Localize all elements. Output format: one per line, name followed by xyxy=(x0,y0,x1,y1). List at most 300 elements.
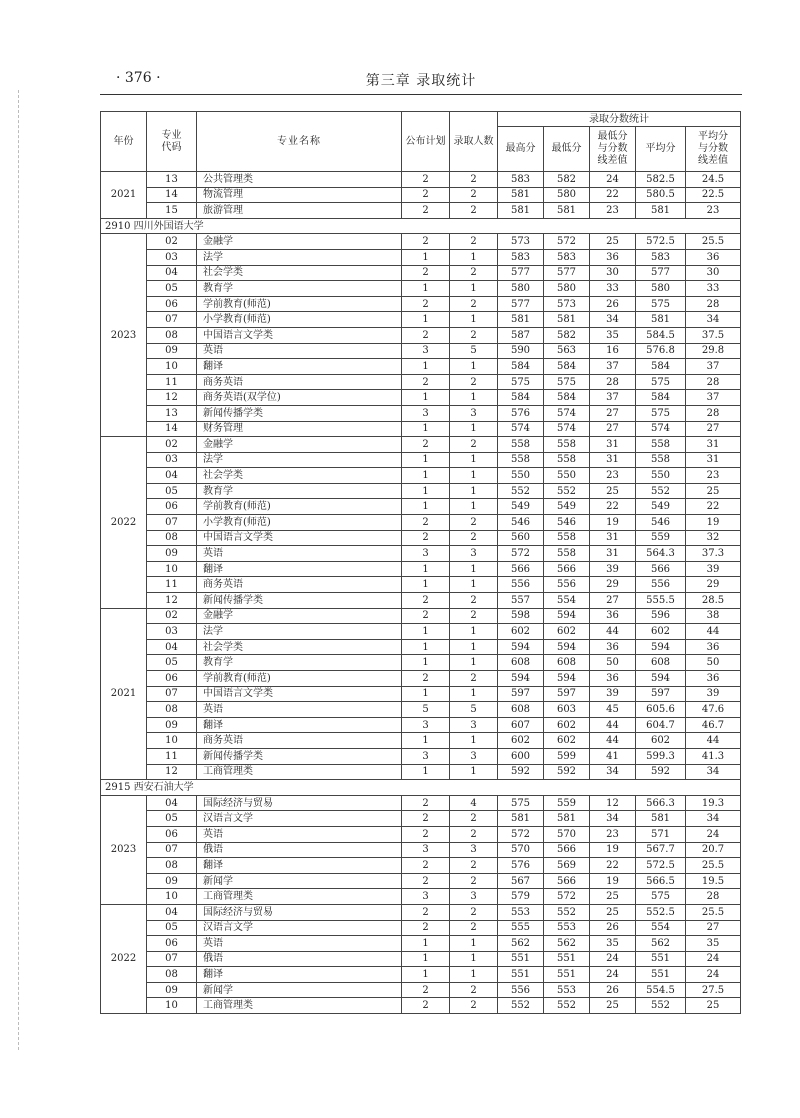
plan-cell: 1 xyxy=(402,577,450,593)
avg-cell: 575 xyxy=(636,889,686,905)
avg-diff-cell: 22 xyxy=(686,499,741,515)
admitted-cell: 1 xyxy=(450,764,498,780)
max-cell: 587 xyxy=(498,327,544,343)
admitted-cell: 1 xyxy=(450,249,498,265)
table-row xyxy=(101,811,741,827)
code-cell: 05 xyxy=(147,920,197,936)
max-cell: 562 xyxy=(498,936,544,952)
min-cell: 582 xyxy=(544,172,590,188)
plan-cell: 1 xyxy=(402,936,450,952)
plan-cell: 2 xyxy=(402,437,450,453)
col-avg: 平均分 xyxy=(636,127,686,172)
table-row xyxy=(101,452,741,468)
university-row xyxy=(101,218,741,234)
avg-diff-cell: 27 xyxy=(686,920,741,936)
admission-statistics-table xyxy=(100,111,741,1014)
max-cell: 553 xyxy=(498,904,544,920)
avg-diff-cell: 34 xyxy=(686,312,741,328)
min-diff-cell: 34 xyxy=(590,811,636,827)
table-row xyxy=(101,390,741,406)
code-cell: 04 xyxy=(147,468,197,484)
code-cell: 09 xyxy=(147,982,197,998)
code-cell: 02 xyxy=(147,234,197,250)
university-row xyxy=(101,780,741,796)
avg-diff-cell: 37 xyxy=(686,359,741,375)
name-cell: 英语 xyxy=(197,702,402,718)
avg-cell: 602 xyxy=(636,733,686,749)
table-row xyxy=(101,281,741,297)
plan-cell: 2 xyxy=(402,904,450,920)
avg-cell: 572.5 xyxy=(636,858,686,874)
avg-cell: 576.8 xyxy=(636,343,686,359)
avg-cell: 559 xyxy=(636,530,686,546)
avg-cell: 567.7 xyxy=(636,842,686,858)
year-cell: 2021 xyxy=(101,172,147,219)
avg-diff-cell: 39 xyxy=(686,561,741,577)
name-cell: 新闻传播学类 xyxy=(197,593,402,609)
min-cell: 581 xyxy=(544,203,590,219)
plan-cell: 3 xyxy=(402,717,450,733)
avg-cell: 546 xyxy=(636,515,686,531)
code-cell: 14 xyxy=(147,187,197,203)
name-cell: 物流管理 xyxy=(197,187,402,203)
min-diff-cell: 22 xyxy=(590,499,636,515)
min-diff-cell: 44 xyxy=(590,733,636,749)
code-cell: 10 xyxy=(147,359,197,375)
min-cell: 569 xyxy=(544,858,590,874)
min-diff-cell: 26 xyxy=(590,920,636,936)
table-row xyxy=(101,795,741,811)
admitted-cell: 1 xyxy=(450,686,498,702)
name-cell: 社会学类 xyxy=(197,639,402,655)
max-cell: 575 xyxy=(498,374,544,390)
min-diff-cell: 37 xyxy=(590,390,636,406)
admitted-cell: 2 xyxy=(450,530,498,546)
table-row xyxy=(101,998,741,1014)
code-cell: 02 xyxy=(147,608,197,624)
max-cell: 550 xyxy=(498,468,544,484)
admitted-cell: 1 xyxy=(450,561,498,577)
admitted-cell: 2 xyxy=(450,608,498,624)
plan-cell: 3 xyxy=(402,343,450,359)
admitted-cell: 2 xyxy=(450,187,498,203)
min-cell: 572 xyxy=(544,889,590,905)
code-cell: 04 xyxy=(147,639,197,655)
admitted-cell: 2 xyxy=(450,437,498,453)
avg-cell: 596 xyxy=(636,608,686,624)
name-cell: 教育学 xyxy=(197,281,402,297)
name-cell: 翻译 xyxy=(197,561,402,577)
admitted-cell: 2 xyxy=(450,234,498,250)
name-cell: 新闻学 xyxy=(197,982,402,998)
table-row xyxy=(101,655,741,671)
plan-cell: 3 xyxy=(402,842,450,858)
max-cell: 598 xyxy=(498,608,544,624)
max-cell: 580 xyxy=(498,281,544,297)
max-cell: 558 xyxy=(498,452,544,468)
col-min-diff: 最低分 与分数 线差值 xyxy=(590,127,636,172)
plan-cell: 2 xyxy=(402,826,450,842)
min-cell: 550 xyxy=(544,468,590,484)
admitted-cell: 3 xyxy=(450,842,498,858)
max-cell: 552 xyxy=(498,483,544,499)
min-cell: 583 xyxy=(544,249,590,265)
avg-diff-cell: 32 xyxy=(686,530,741,546)
max-cell: 581 xyxy=(498,187,544,203)
plan-cell: 2 xyxy=(402,795,450,811)
plan-cell: 1 xyxy=(402,249,450,265)
avg-cell: 605.6 xyxy=(636,702,686,718)
plan-cell: 3 xyxy=(402,546,450,562)
table-row xyxy=(101,546,741,562)
avg-diff-cell: 24.5 xyxy=(686,172,741,188)
admitted-cell: 1 xyxy=(450,733,498,749)
code-cell: 14 xyxy=(147,421,197,437)
avg-diff-cell: 36 xyxy=(686,671,741,687)
table-row xyxy=(101,702,741,718)
min-diff-cell: 31 xyxy=(590,546,636,562)
admitted-cell: 2 xyxy=(450,265,498,281)
avg-cell: 558 xyxy=(636,437,686,453)
min-cell: 551 xyxy=(544,967,590,983)
min-diff-cell: 23 xyxy=(590,203,636,219)
plan-cell: 3 xyxy=(402,889,450,905)
max-cell: 581 xyxy=(498,811,544,827)
min-diff-cell: 22 xyxy=(590,858,636,874)
avg-cell: 564.3 xyxy=(636,546,686,562)
avg-diff-cell: 28 xyxy=(686,405,741,421)
avg-diff-cell: 37.5 xyxy=(686,327,741,343)
name-cell: 商务英语 xyxy=(197,733,402,749)
avg-cell: 599.3 xyxy=(636,748,686,764)
table-row xyxy=(101,515,741,531)
name-cell: 商务英语(双学位) xyxy=(197,390,402,406)
table-row xyxy=(101,203,741,219)
min-cell: 584 xyxy=(544,359,590,375)
code-cell: 04 xyxy=(147,904,197,920)
min-cell: 594 xyxy=(544,671,590,687)
year-cell: 2022 xyxy=(101,437,147,609)
name-cell: 商务英语 xyxy=(197,577,402,593)
code-cell: 11 xyxy=(147,374,197,390)
chapter-title: 第三章 录取统计 xyxy=(365,73,477,89)
name-cell: 英语 xyxy=(197,826,402,842)
avg-cell: 566.5 xyxy=(636,873,686,889)
name-cell: 商务英语 xyxy=(197,374,402,390)
table-row xyxy=(101,327,741,343)
min-cell: 581 xyxy=(544,312,590,328)
avg-cell: 575 xyxy=(636,296,686,312)
max-cell: 572 xyxy=(498,826,544,842)
col-code: 专业 代码 xyxy=(147,112,197,172)
avg-cell: 608 xyxy=(636,655,686,671)
avg-cell: 577 xyxy=(636,265,686,281)
name-cell: 法学 xyxy=(197,249,402,265)
avg-diff-cell: 25 xyxy=(686,483,741,499)
min-diff-cell: 39 xyxy=(590,561,636,577)
code-cell: 07 xyxy=(147,951,197,967)
plan-cell: 2 xyxy=(402,203,450,219)
avg-diff-cell: 23 xyxy=(686,468,741,484)
university-label: 2915 西安石油大学 xyxy=(101,780,741,796)
admitted-cell: 2 xyxy=(450,904,498,920)
table-row xyxy=(101,483,741,499)
avg-diff-cell: 23 xyxy=(686,203,741,219)
min-diff-cell: 22 xyxy=(590,187,636,203)
code-cell: 07 xyxy=(147,515,197,531)
avg-cell: 584 xyxy=(636,359,686,375)
avg-cell: 594 xyxy=(636,639,686,655)
name-cell: 翻译 xyxy=(197,858,402,874)
admitted-cell: 5 xyxy=(450,702,498,718)
avg-cell: 552 xyxy=(636,483,686,499)
plan-cell: 2 xyxy=(402,858,450,874)
name-cell: 英语 xyxy=(197,936,402,952)
admitted-cell: 1 xyxy=(450,452,498,468)
plan-cell: 1 xyxy=(402,468,450,484)
avg-cell: 580.5 xyxy=(636,187,686,203)
admitted-cell: 1 xyxy=(450,639,498,655)
code-cell: 13 xyxy=(147,172,197,188)
min-cell: 575 xyxy=(544,374,590,390)
avg-cell: 604.7 xyxy=(636,717,686,733)
avg-diff-cell: 25.5 xyxy=(686,904,741,920)
avg-diff-cell: 27.5 xyxy=(686,982,741,998)
plan-cell: 2 xyxy=(402,998,450,1014)
avg-cell: 550 xyxy=(636,468,686,484)
avg-cell: 572.5 xyxy=(636,234,686,250)
max-cell: 555 xyxy=(498,920,544,936)
plan-cell: 2 xyxy=(402,608,450,624)
min-cell: 552 xyxy=(544,483,590,499)
admitted-cell: 3 xyxy=(450,748,498,764)
avg-diff-cell: 19.5 xyxy=(686,873,741,889)
max-cell: 546 xyxy=(498,515,544,531)
max-cell: 583 xyxy=(498,172,544,188)
table-row xyxy=(101,858,741,874)
table-row xyxy=(101,265,741,281)
name-cell: 学前教育(师范) xyxy=(197,671,402,687)
min-diff-cell: 33 xyxy=(590,281,636,297)
table-row xyxy=(101,608,741,624)
code-cell: 11 xyxy=(147,748,197,764)
table-row xyxy=(101,577,741,593)
table-row xyxy=(101,733,741,749)
table-row xyxy=(101,842,741,858)
max-cell: 594 xyxy=(498,671,544,687)
avg-diff-cell: 25.5 xyxy=(686,234,741,250)
min-diff-cell: 25 xyxy=(590,904,636,920)
max-cell: 600 xyxy=(498,748,544,764)
min-cell: 552 xyxy=(544,904,590,920)
admitted-cell: 2 xyxy=(450,998,498,1014)
page-header xyxy=(100,66,742,92)
min-cell: 602 xyxy=(544,733,590,749)
min-cell: 554 xyxy=(544,593,590,609)
min-diff-cell: 23 xyxy=(590,468,636,484)
admitted-cell: 2 xyxy=(450,296,498,312)
code-cell: 03 xyxy=(147,452,197,468)
avg-cell: 571 xyxy=(636,826,686,842)
min-cell: 602 xyxy=(544,717,590,733)
avg-diff-cell: 44 xyxy=(686,733,741,749)
avg-diff-cell: 44 xyxy=(686,624,741,640)
name-cell: 公共管理类 xyxy=(197,172,402,188)
max-cell: 572 xyxy=(498,546,544,562)
admitted-cell: 2 xyxy=(450,873,498,889)
col-score-group: 录取分数统计 xyxy=(498,112,741,127)
min-cell: 574 xyxy=(544,405,590,421)
admitted-cell: 2 xyxy=(450,515,498,531)
code-cell: 08 xyxy=(147,967,197,983)
code-cell: 02 xyxy=(147,437,197,453)
min-cell: 546 xyxy=(544,515,590,531)
min-cell: 584 xyxy=(544,390,590,406)
avg-diff-cell: 36 xyxy=(686,639,741,655)
admitted-cell: 1 xyxy=(450,499,498,515)
table-row xyxy=(101,686,741,702)
code-cell: 12 xyxy=(147,390,197,406)
table-row xyxy=(101,936,741,952)
code-cell: 10 xyxy=(147,998,197,1014)
min-cell: 608 xyxy=(544,655,590,671)
table-row xyxy=(101,296,741,312)
max-cell: 577 xyxy=(498,265,544,281)
min-diff-cell: 39 xyxy=(590,686,636,702)
table-row xyxy=(101,624,741,640)
max-cell: 579 xyxy=(498,889,544,905)
code-cell: 03 xyxy=(147,624,197,640)
min-diff-cell: 50 xyxy=(590,655,636,671)
max-cell: 551 xyxy=(498,967,544,983)
code-cell: 05 xyxy=(147,483,197,499)
col-max: 最高分 xyxy=(498,127,544,172)
table-row xyxy=(101,374,741,390)
min-diff-cell: 24 xyxy=(590,172,636,188)
min-diff-cell: 36 xyxy=(590,608,636,624)
avg-cell: 602 xyxy=(636,624,686,640)
col-major-name: 专业名称 xyxy=(197,112,402,172)
col-avg-diff: 平均分 与分数 线差值 xyxy=(686,127,741,172)
min-cell: 558 xyxy=(544,437,590,453)
plan-cell: 1 xyxy=(402,452,450,468)
table-row xyxy=(101,639,741,655)
min-cell: 577 xyxy=(544,265,590,281)
min-diff-cell: 44 xyxy=(590,717,636,733)
min-diff-cell: 16 xyxy=(590,343,636,359)
max-cell: 574 xyxy=(498,421,544,437)
name-cell: 财务管理 xyxy=(197,421,402,437)
max-cell: 552 xyxy=(498,998,544,1014)
col-plan: 公布计划 xyxy=(402,112,450,172)
min-diff-cell: 31 xyxy=(590,530,636,546)
admitted-cell: 2 xyxy=(450,811,498,827)
code-cell: 06 xyxy=(147,936,197,952)
min-diff-cell: 12 xyxy=(590,795,636,811)
max-cell: 575 xyxy=(498,795,544,811)
plan-cell: 2 xyxy=(402,811,450,827)
avg-cell: 552.5 xyxy=(636,904,686,920)
min-cell: 562 xyxy=(544,936,590,952)
name-cell: 工商管理类 xyxy=(197,998,402,1014)
table-row xyxy=(101,904,741,920)
plan-cell: 3 xyxy=(402,748,450,764)
min-diff-cell: 19 xyxy=(590,515,636,531)
min-diff-cell: 25 xyxy=(590,234,636,250)
code-cell: 09 xyxy=(147,717,197,733)
avg-cell: 582.5 xyxy=(636,172,686,188)
table-row xyxy=(101,437,741,453)
name-cell: 社会学类 xyxy=(197,468,402,484)
max-cell: 551 xyxy=(498,951,544,967)
code-cell: 07 xyxy=(147,686,197,702)
min-diff-cell: 24 xyxy=(590,967,636,983)
table-row xyxy=(101,920,741,936)
name-cell: 小学教育(师范) xyxy=(197,312,402,328)
max-cell: 556 xyxy=(498,982,544,998)
avg-cell: 551 xyxy=(636,951,686,967)
avg-diff-cell: 33 xyxy=(686,281,741,297)
min-diff-cell: 31 xyxy=(590,452,636,468)
admitted-cell: 5 xyxy=(450,343,498,359)
name-cell: 金融学 xyxy=(197,437,402,453)
min-diff-cell: 25 xyxy=(590,889,636,905)
code-cell: 08 xyxy=(147,702,197,718)
col-year: 年份 xyxy=(101,112,147,172)
plan-cell: 1 xyxy=(402,624,450,640)
avg-diff-cell: 38 xyxy=(686,608,741,624)
plan-cell: 1 xyxy=(402,733,450,749)
avg-cell: 597 xyxy=(636,686,686,702)
name-cell: 俄语 xyxy=(197,951,402,967)
avg-cell: 554.5 xyxy=(636,982,686,998)
min-cell: 549 xyxy=(544,499,590,515)
avg-cell: 574 xyxy=(636,421,686,437)
max-cell: 584 xyxy=(498,390,544,406)
min-cell: 566 xyxy=(544,873,590,889)
min-diff-cell: 44 xyxy=(590,624,636,640)
plan-cell: 2 xyxy=(402,265,450,281)
table-row xyxy=(101,187,741,203)
max-cell: 597 xyxy=(498,686,544,702)
table-row xyxy=(101,764,741,780)
plan-cell: 1 xyxy=(402,390,450,406)
plan-cell: 2 xyxy=(402,671,450,687)
plan-cell: 1 xyxy=(402,421,450,437)
admitted-cell: 2 xyxy=(450,172,498,188)
year-cell: 2023 xyxy=(101,795,147,904)
avg-diff-cell: 34 xyxy=(686,764,741,780)
min-cell: 553 xyxy=(544,982,590,998)
min-cell: 597 xyxy=(544,686,590,702)
admitted-cell: 2 xyxy=(450,374,498,390)
code-cell: 15 xyxy=(147,203,197,219)
table-row xyxy=(101,561,741,577)
max-cell: 567 xyxy=(498,873,544,889)
min-cell: 594 xyxy=(544,639,590,655)
name-cell: 国际经济与贸易 xyxy=(197,795,402,811)
min-diff-cell: 28 xyxy=(590,374,636,390)
plan-cell: 2 xyxy=(402,172,450,188)
table-row xyxy=(101,982,741,998)
code-cell: 06 xyxy=(147,296,197,312)
min-cell: 594 xyxy=(544,608,590,624)
admitted-cell: 3 xyxy=(450,889,498,905)
code-cell: 09 xyxy=(147,546,197,562)
avg-diff-cell: 37.3 xyxy=(686,546,741,562)
avg-cell: 584.5 xyxy=(636,327,686,343)
avg-cell: 549 xyxy=(636,499,686,515)
